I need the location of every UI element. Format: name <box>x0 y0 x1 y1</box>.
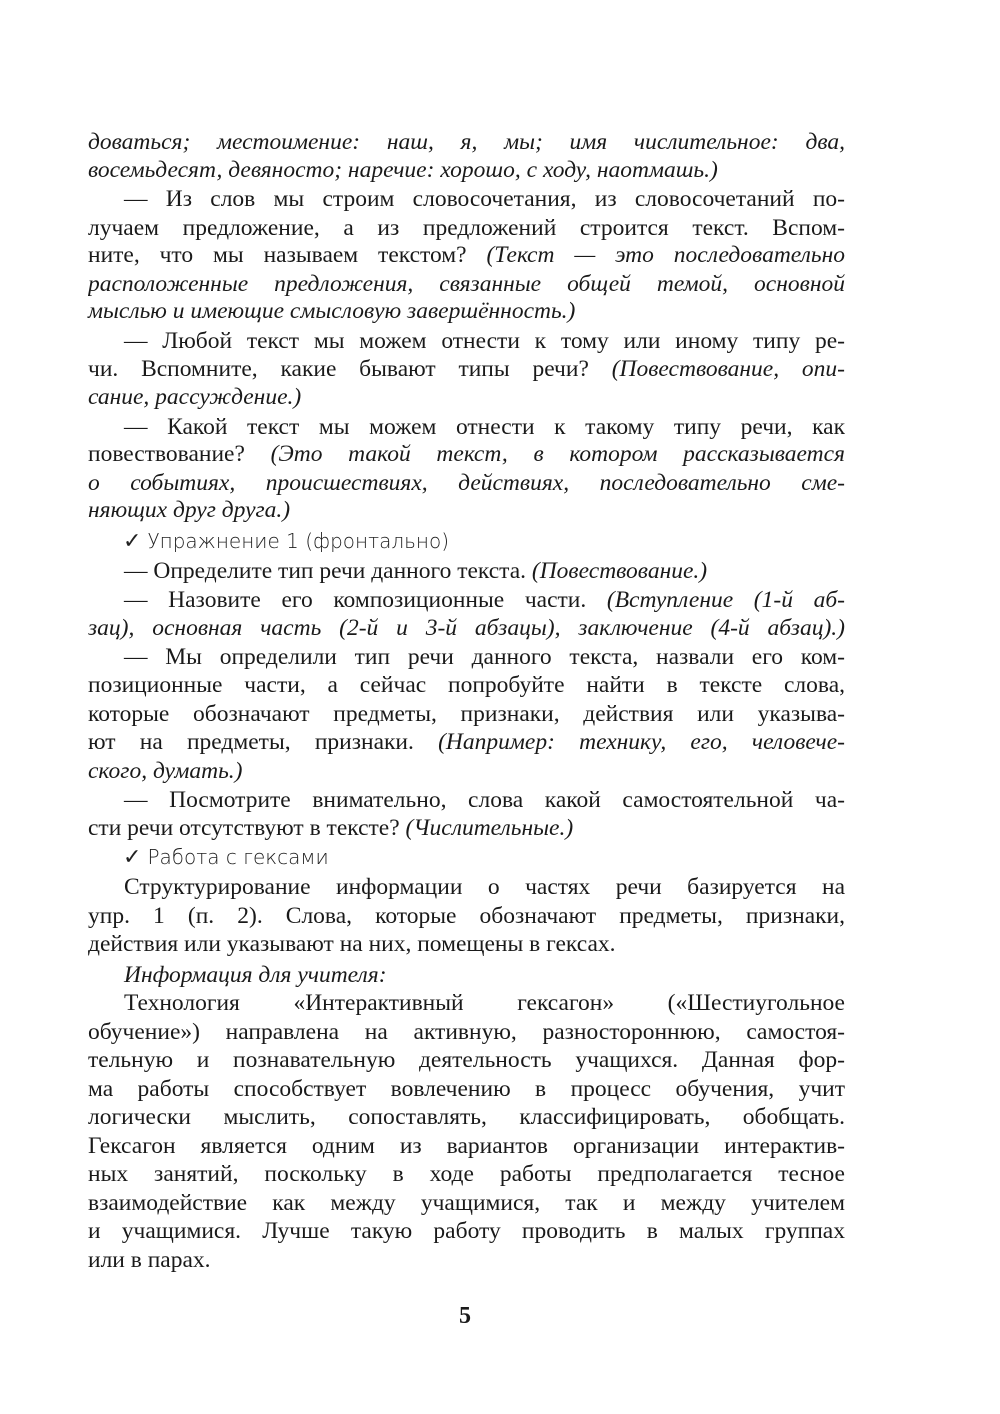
section-heading <box>123 527 449 556</box>
text-line <box>88 1045 845 1075</box>
text-segment: — Определите тип речи данного текста. <box>124 558 532 584</box>
text-segment: чи. Вспомните, какие бывают типы речи? <box>88 356 612 382</box>
text-segment: ных занятий, поскольку в ходе работы предполагается тесное <box>88 1161 845 1187</box>
text-segment: или в парах. <box>88 1247 211 1273</box>
text-line <box>88 670 845 700</box>
text-line <box>88 1017 845 1047</box>
italic-answer-text: (Это такой текст, в котором рассказывается <box>270 441 845 467</box>
text-line <box>88 439 845 469</box>
text-segment: — Посмотрите внимательно, слова какой самостоятельной ча- <box>124 787 845 813</box>
text-segment: ма работы способствует вовлечению в процесс обучения, учит <box>88 1076 845 1102</box>
text-segment: ют на предметы, признаки. <box>88 729 439 755</box>
text-line <box>88 901 845 931</box>
italic-answer-text: Информация для учителя: <box>124 962 387 988</box>
text-line <box>88 872 845 902</box>
text-line <box>88 756 845 786</box>
text-line <box>88 326 845 356</box>
italic-answer-text: доваться; местоимение: наш, я, мы; имя числительное: два, <box>88 129 845 155</box>
text-segment: логически мыслить, сопоставлять, классифицировать, обобщать. <box>88 1104 845 1130</box>
italic-answer-text: няющих друг друга.) <box>88 497 291 523</box>
text-line <box>88 1188 845 1218</box>
italic-answer-text: сание, рассуждение.) <box>88 384 302 410</box>
italic-answer-text: о событиях, происшествиях, действиях, последовательно сме- <box>88 470 845 496</box>
text-line <box>88 727 845 757</box>
check-icon: ✓ <box>123 529 142 554</box>
page-number: 5 <box>459 1303 471 1329</box>
text-segment: — Мы определили тип речи данного текста, назвали его ком- <box>124 644 845 670</box>
text-line <box>88 556 845 586</box>
text-line <box>88 1131 845 1161</box>
text-segment: Структурирование информации о частях речи базируется на <box>124 874 845 900</box>
text-segment: действия или указывают на них, помещены в гексах. <box>88 931 616 957</box>
text-segment: — Назовите его композиционные части. <box>124 587 607 613</box>
italic-answer-text: (Числительные.) <box>405 815 574 841</box>
text-line <box>88 184 845 214</box>
text-line <box>88 813 845 843</box>
text-segment: Технология «Интерактивный гексагон» («Шестиугольное <box>124 990 845 1016</box>
text-segment: Гексагон является одним из вариантов организации интерактив- <box>88 1133 845 1159</box>
text-line <box>88 240 845 270</box>
text-segment: лучаем предложение, а из предложений строится текст. Вспом- <box>88 215 845 241</box>
text-segment: — Какой текст мы можем отнести к такому типу речи, как <box>124 414 845 440</box>
italic-answer-text: расположенные предложения, связанные общей темой, основной <box>88 271 845 297</box>
text-line <box>88 412 845 442</box>
text-line <box>88 699 845 729</box>
text-line <box>88 296 845 326</box>
italic-answer-text: (Повествование.) <box>531 558 708 584</box>
italic-answer-text: (Например: технику, его, человече- <box>438 729 845 755</box>
text-segment: упр. 1 (п. 2). Слова, которые обозначают предметы, признаки, <box>88 903 845 929</box>
text-line <box>88 785 845 815</box>
text-line <box>88 613 845 643</box>
text-line <box>88 585 845 615</box>
section-heading-text: Работа с гексами <box>147 845 329 869</box>
text-segment: — Любой текст мы можем отнести к тому или иному типу ре- <box>124 328 845 354</box>
text-segment: и учащимися. Лучше такую работу проводить в малых группах <box>88 1218 845 1244</box>
text-segment: взаимодействие как между учащимися, так и между учителем <box>88 1190 845 1216</box>
text-line <box>88 495 845 525</box>
text-line <box>88 1159 845 1189</box>
text-line <box>88 468 845 498</box>
text-line <box>88 1102 845 1132</box>
text-line <box>88 960 845 990</box>
text-line <box>88 213 845 243</box>
section-heading-text: Упражнение 1 (фронтально) <box>147 529 450 553</box>
text-segment: обучение») направлена на активную, разностороннюю, самостоя- <box>88 1019 845 1045</box>
italic-answer-text: зац), основная часть (2-й и 3-й абзацы), заключение (4-й абзац).) <box>88 615 845 641</box>
text-segment: позиционные части, а сейчас попробуйте найти в тексте слова, <box>88 672 845 698</box>
text-line <box>88 382 845 412</box>
text-line <box>88 929 845 959</box>
check-icon: ✓ <box>123 845 142 870</box>
text-line <box>88 354 845 384</box>
text-segment: повествование? <box>88 441 271 467</box>
section-heading <box>123 843 329 872</box>
text-segment: ните, что мы называем текстом? <box>88 242 487 268</box>
text-line <box>88 269 845 299</box>
text-segment: которые обозначают предметы, признаки, действия или указыва- <box>88 701 845 727</box>
text-line <box>88 642 845 672</box>
text-line <box>88 1245 845 1275</box>
text-line <box>88 127 845 157</box>
italic-answer-text: мыслью и имеющие смысловую завершённость.) <box>88 298 576 324</box>
text-line <box>88 1216 845 1246</box>
text-line <box>88 155 845 185</box>
italic-answer-text: (Вступление (1-й аб- <box>606 587 845 613</box>
text-segment: тельную и познавательную деятельность учащихся. Данная фор- <box>88 1047 845 1073</box>
text-line <box>88 988 845 1018</box>
text-segment: сти речи отсутствуют в тексте? <box>88 815 406 841</box>
italic-answer-text: ского, думать.) <box>88 758 243 784</box>
italic-answer-text: (Текст — это последовательно <box>486 242 845 268</box>
italic-answer-text: (Повествование, опи- <box>611 356 845 382</box>
text-line <box>88 1074 845 1104</box>
italic-answer-text: восемьдесят, девяносто; наречие: хорошо, с ходу, наотмашь.) <box>88 157 718 183</box>
text-segment: — Из слов мы строим словосочетания, из словосочетаний по- <box>124 186 845 212</box>
